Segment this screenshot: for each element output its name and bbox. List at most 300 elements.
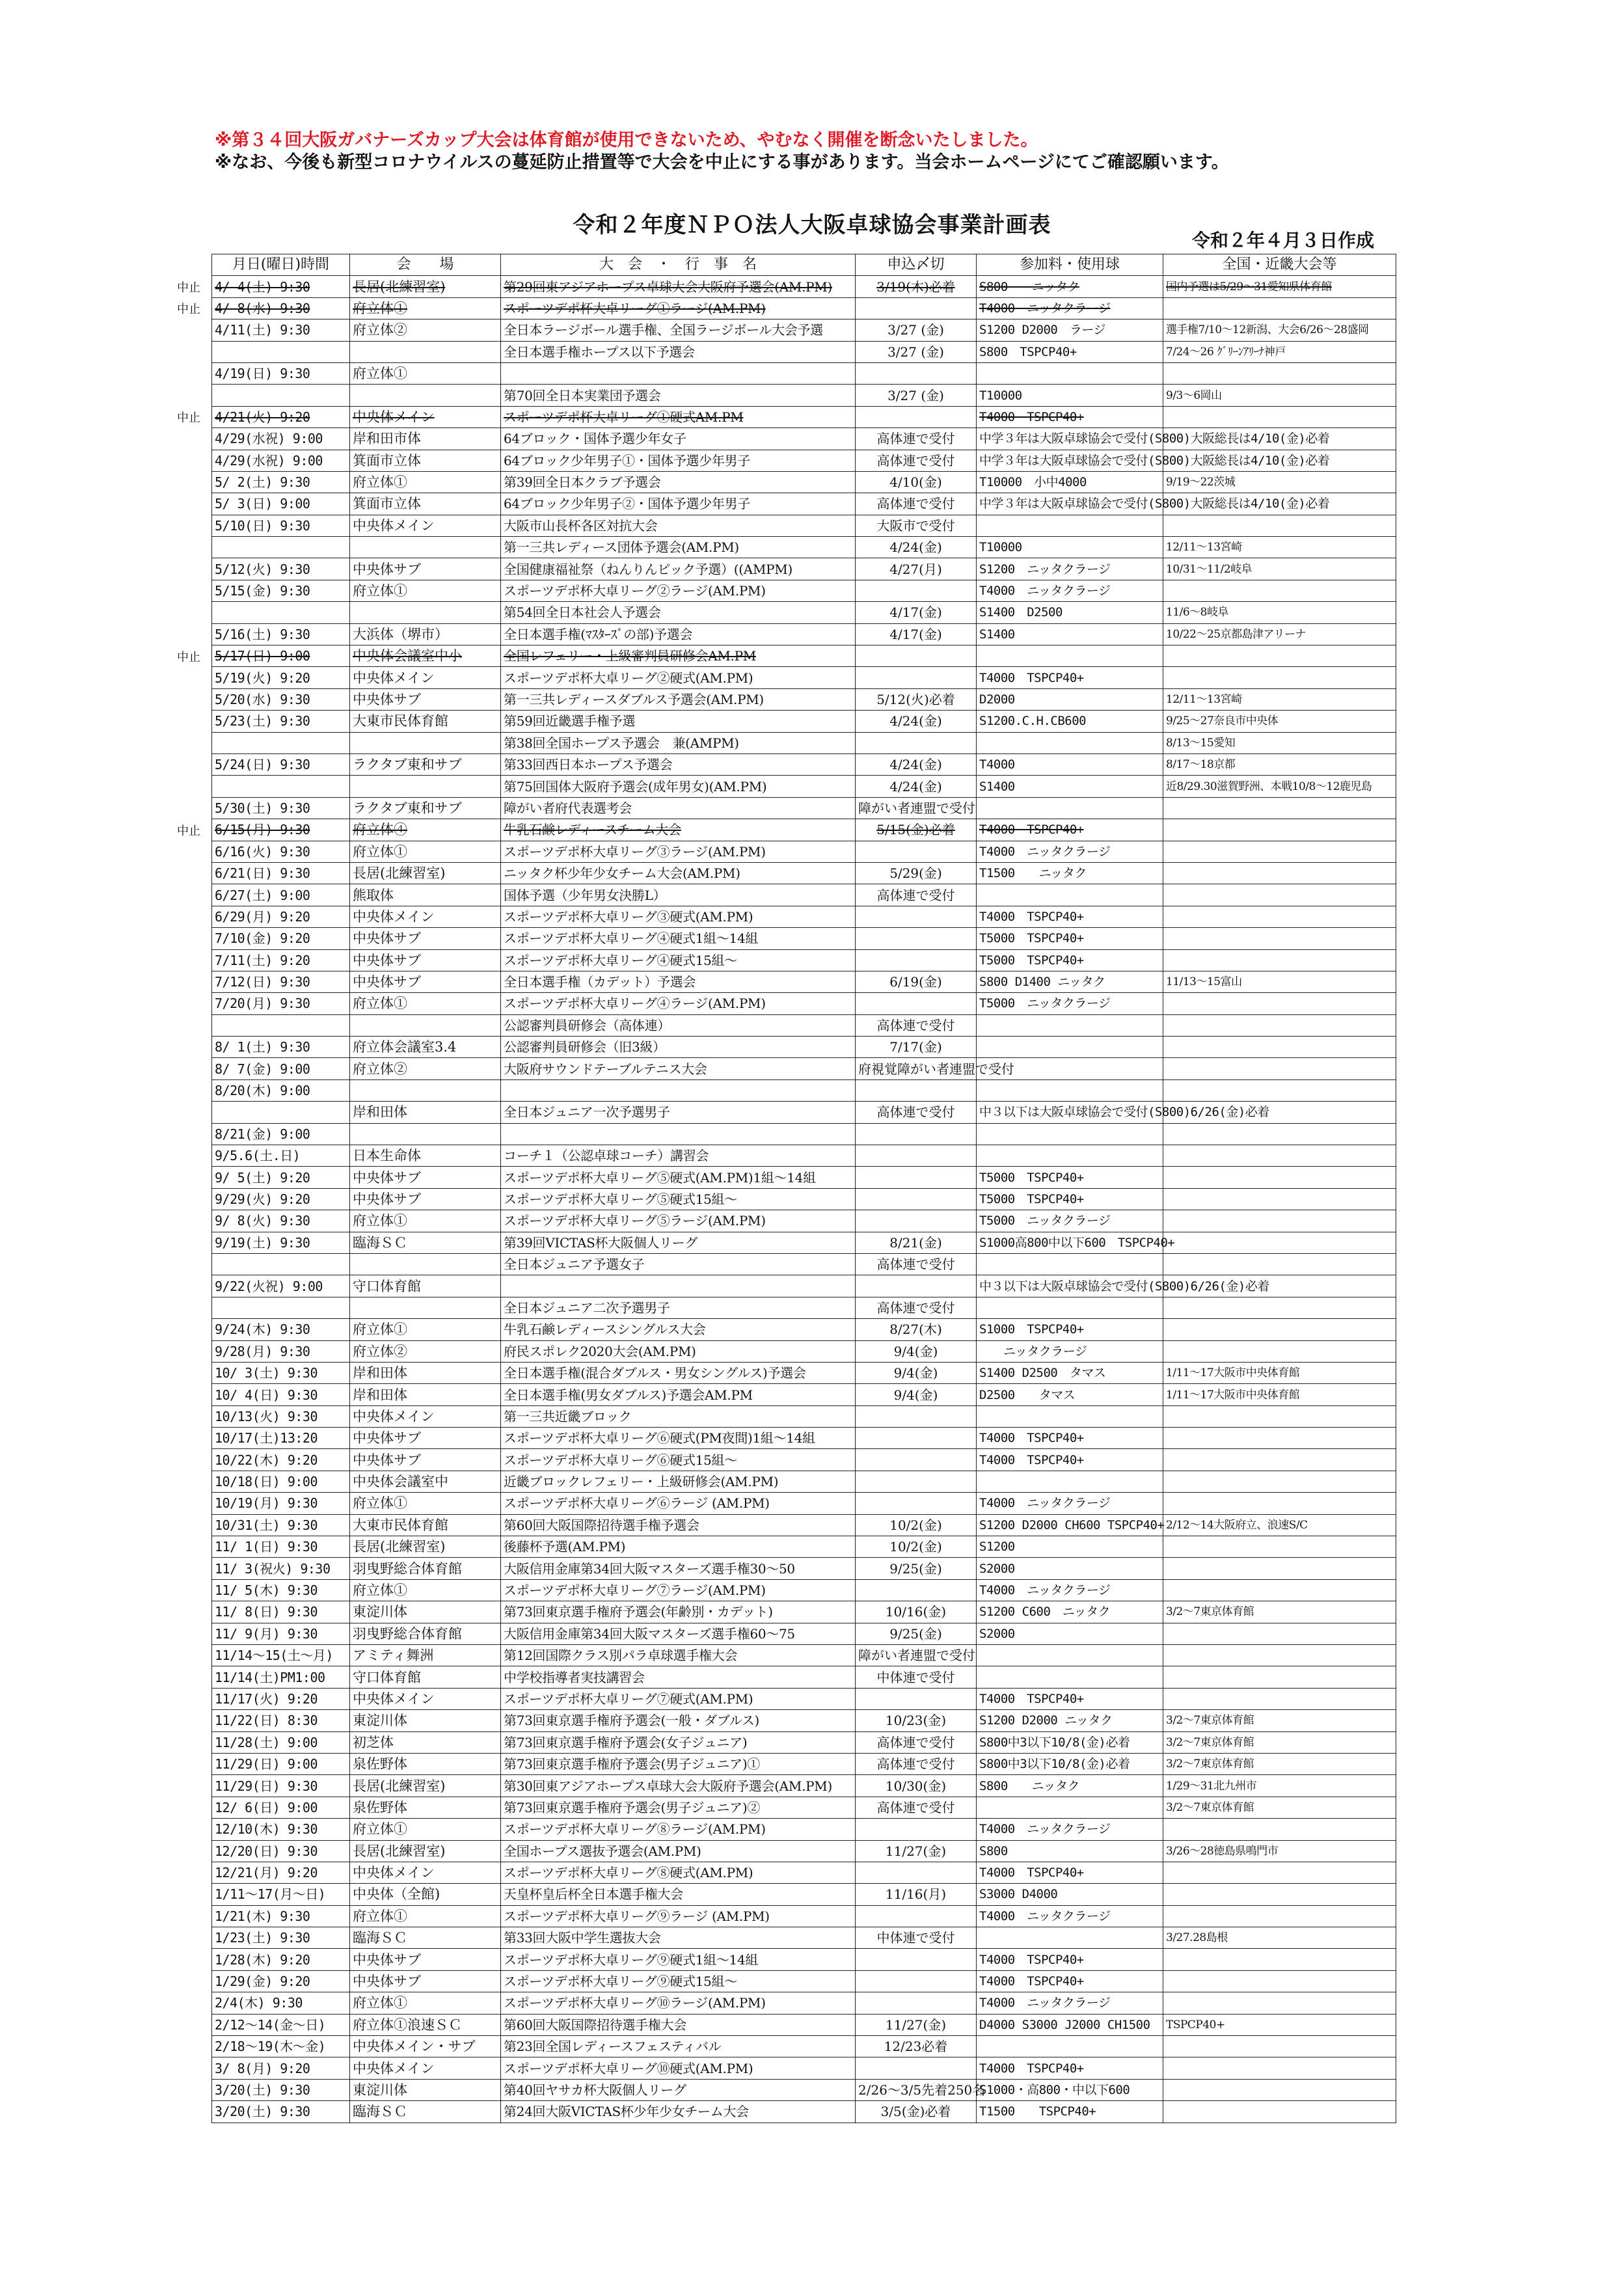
table-row (212, 1253, 1396, 1275)
cell-deadline: 4/17(金) (856, 602, 977, 623)
cell-event: スポーツデポ杯大卓リーグ④ラージ(AM.PM) (501, 993, 856, 1014)
cell-date: 7/10(金) 9:20 (212, 928, 350, 949)
cell-venue: 府立体① (350, 1819, 501, 1840)
cell-venue: 中央体サブ (350, 1949, 501, 1970)
cell-venue: 府立体①浪速ＳＣ (350, 2014, 501, 2035)
cell-national: 7/24～26 ｸﾞﾘｰﾝｱﾘｰﾅ神戸 (1163, 341, 1396, 362)
table-row (212, 1058, 1396, 1079)
cell-venue: 府立体② (350, 319, 501, 341)
cell-venue: 岸和田体 (350, 1102, 501, 1123)
cell-date: 9/22(火祝) 9:00 (212, 1275, 350, 1297)
cell-deadline (856, 732, 977, 753)
cell-deadline: 10/2(金) (856, 1536, 977, 1558)
cell-venue: ラクタブ東和サブ (350, 797, 501, 819)
cell-venue: 中央体メイン (350, 1405, 501, 1427)
cell-deadline: 高体連で受付 (856, 450, 977, 471)
cell-date: 10/22(木) 9:20 (212, 1449, 350, 1471)
cell-fee: T5000 ニッタクラージ (977, 993, 1163, 1014)
cell-fee: D4000 S3000 J2000 CH1500 (977, 2014, 1163, 2035)
table-row (212, 1297, 1396, 1318)
cell-event: 第60回大阪国際招待選手権予選会 (501, 1514, 856, 1536)
cell-deadline (856, 1579, 977, 1601)
table-row (212, 949, 1396, 971)
cell-national: 8/13～15愛知 (1163, 732, 1396, 753)
cell-deadline (856, 928, 977, 949)
cell-date: 11/ 8(日) 9:30 (212, 1601, 350, 1623)
cell-deadline (856, 1123, 977, 1145)
cell-venue: 中央体サブ (350, 971, 501, 992)
cell-venue: 東淀川体 (350, 1710, 501, 1731)
table-row (212, 1210, 1396, 1232)
cell-deadline (856, 2057, 977, 2079)
cell-fee: T10000 小中4000 (977, 471, 1163, 493)
cell-fee: S800 (977, 1840, 1163, 1862)
cell-date: 4/29(水祝) 9:00 (212, 450, 350, 471)
cell-national (1163, 1992, 1396, 2014)
cell-venue: 府立体② (350, 1340, 501, 1362)
cancel-mark: 中止 (177, 824, 200, 838)
cell-venue: 中央体サブ (350, 1188, 501, 1210)
cell-date: 6/15(月) 9:30 (212, 819, 350, 841)
cell-national (1163, 515, 1396, 536)
table-row (212, 276, 1396, 297)
cell-event: 障がい者府代表選考会 (501, 797, 856, 819)
cell-venue: 中央体サブ (350, 928, 501, 949)
table-row (212, 1688, 1396, 1709)
cell-fee: T4000 ニッタクラージ (977, 1579, 1163, 1601)
cell-fee (977, 1145, 1163, 1167)
table-row (212, 1558, 1396, 1579)
cell-date: 7/20(月) 9:30 (212, 993, 350, 1014)
cell-deadline: 高体連で受付 (856, 1731, 977, 1753)
cell-national (1163, 2079, 1396, 2100)
cell-venue: 府立体① (350, 841, 501, 862)
cell-fee: 中３以下は大阪卓球協会で受付(S800)6/26(金)必着 (977, 1102, 1163, 1123)
cell-date (212, 1253, 350, 1275)
cell-deadline (856, 1493, 977, 1514)
cell-fee (977, 1297, 1163, 1318)
cell-fee (977, 1253, 1163, 1275)
cell-venue: 中央体サブ (350, 558, 501, 580)
cell-deadline: 9/25(金) (856, 1623, 977, 1644)
cell-fee (977, 1666, 1163, 1688)
cell-event: 公認審判員研修会（旧3級） (501, 1037, 856, 1058)
table-row (212, 1123, 1396, 1145)
cell-event: 近畿ブロックレフェリー・上級研修会(AM.PM) (501, 1471, 856, 1492)
cell-venue: 臨海ＳＣ (350, 2101, 501, 2123)
cell-event: スポーツデポ杯大卓リーグ⑥硬式(PM夜間)1組～14組 (501, 1428, 856, 1449)
cell-venue (350, 1014, 501, 1036)
table-row (212, 732, 1396, 753)
cell-venue: 大浜体（堺市） (350, 623, 501, 645)
cell-event (501, 1275, 856, 1297)
cell-venue: 中央体メイン (350, 906, 501, 927)
cell-national (1163, 362, 1396, 384)
cell-deadline (856, 1862, 977, 1883)
cell-deadline: 9/4(金) (856, 1384, 977, 1405)
cell-deadline (856, 362, 977, 384)
table-row (212, 362, 1396, 384)
cell-venue (350, 1297, 501, 1318)
cell-national (1163, 1970, 1396, 1992)
cell-fee: 中３以下は大阪卓球協会で受付(S800)6/26(金)必着 (977, 1275, 1163, 1297)
cell-venue: 中央体メイン (350, 1862, 501, 1883)
cell-deadline: 3/19(木)必着 (856, 276, 977, 297)
table-row (212, 602, 1396, 623)
cell-deadline: 6/19(金) (856, 971, 977, 992)
cell-venue: 羽曳野総合体育館 (350, 1558, 501, 1579)
cell-event: 牛乳石鹸レディースシングルス大会 (501, 1319, 856, 1340)
cell-event: 全日本選手権（カデット）予選会 (501, 971, 856, 992)
cell-national (1163, 1297, 1396, 1318)
cell-venue: 中央体サブ (350, 1167, 501, 1188)
cell-deadline: 9/4(金) (856, 1340, 977, 1362)
cell-national (1163, 1037, 1396, 1058)
table-row (212, 1710, 1396, 1731)
cell-venue: 府立体① (350, 1905, 501, 1927)
table-header-row (212, 254, 1396, 276)
cell-national (1163, 1058, 1396, 1079)
cell-fee: S1400 D2500 タマス (977, 1362, 1163, 1383)
cell-fee (977, 2036, 1163, 2057)
cell-national (1163, 1471, 1396, 1492)
cell-deadline (856, 667, 977, 688)
table-row (212, 2101, 1396, 2123)
cell-venue: 府立体① (350, 993, 501, 1014)
cell-national: 3/2～7東京体育館 (1163, 1710, 1396, 1731)
table-row (212, 1471, 1396, 1492)
cell-national (1163, 1819, 1396, 1840)
cell-deadline: 10/2(金) (856, 1514, 977, 1536)
cell-fee (977, 797, 1163, 819)
cell-fee: T4000 TSPCP40+ (977, 1428, 1163, 1449)
cancel-mark: 中止 (177, 411, 200, 426)
cell-deadline: 7/17(金) (856, 1037, 977, 1058)
cell-date: 1/21(木) 9:30 (212, 1905, 350, 1927)
cell-date: 3/ 8(月) 9:20 (212, 2057, 350, 2079)
cell-date: 11/29(日) 9:00 (212, 1753, 350, 1774)
cell-fee: S800中3以下10/8(金)必着 (977, 1753, 1163, 1774)
cell-national: 11/13～15富山 (1163, 971, 1396, 992)
table-row (212, 623, 1396, 645)
cell-deadline: 4/27(月) (856, 558, 977, 580)
cell-fee: S1400 D2500 (977, 602, 1163, 623)
cell-date: 4/21(火) 9:20 (212, 406, 350, 428)
cell-deadline: 8/21(金) (856, 1232, 977, 1253)
cell-date (212, 537, 350, 558)
cell-date: 6/16(火) 9:30 (212, 841, 350, 862)
cell-deadline: 4/24(金) (856, 711, 977, 732)
cell-deadline: 4/17(金) (856, 623, 977, 645)
cell-national (1163, 297, 1396, 319)
cell-event: スポーツデポ杯大卓リーグ⑧ラージ(AM.PM) (501, 1819, 856, 1840)
cell-event: スポーツデポ杯大卓リーグ⑩ラージ(AM.PM) (501, 1992, 856, 2014)
table-row (212, 1405, 1396, 1427)
cell-fee: T4000 ニッタクラージ (977, 297, 1163, 319)
cell-date: 12/ 6(日) 9:00 (212, 1797, 350, 1818)
cell-deadline: 5/29(金) (856, 862, 977, 884)
cell-date: 12/21(月) 9:20 (212, 1862, 350, 1883)
cell-fee: 中学３年は大阪卓球協会で受付(S800)大阪総長は4/10(金)必着 (977, 493, 1163, 515)
cell-event: スポーツデポ杯大卓リーグ⑥硬式15組～ (501, 1449, 856, 1471)
cell-date: 10/31(土) 9:30 (212, 1514, 350, 1536)
cell-fee: S1000・高800・中以下600 (977, 2079, 1163, 2100)
cell-event: 第33回西日本ホープス予選会 (501, 753, 856, 775)
cell-national: 1/29～31北九州市 (1163, 1775, 1396, 1797)
cell-national (1163, 1428, 1396, 1449)
cell-venue (350, 537, 501, 558)
cell-event: 大阪信用金庫第34回大阪マスターズ選手権30～50 (501, 1558, 856, 1579)
cell-event: スポーツデポ杯大卓リーグ③ラージ(AM.PM) (501, 841, 856, 862)
table-row (212, 1188, 1396, 1210)
cell-fee: T4000 ニッタクラージ (977, 841, 1163, 862)
table-row (212, 645, 1396, 667)
cell-fee: 中学３年は大阪卓球協会で受付(S800)大阪総長は4/10(金)必着 (977, 450, 1163, 471)
cell-fee: T4000 TSPCP40+ (977, 819, 1163, 841)
cell-event: 大阪市山長杯各区対抗大会 (501, 515, 856, 536)
cell-national (1163, 906, 1396, 927)
cell-national (1163, 1014, 1396, 1036)
cell-national: 12/11～13宮崎 (1163, 688, 1396, 710)
cell-fee: T4000 TSPCP40+ (977, 406, 1163, 428)
cell-deadline (856, 406, 977, 428)
cell-national: 3/26～28徳島県鳴門市 (1163, 1840, 1396, 1862)
cell-fee: T4000 ニッタクラージ (977, 1905, 1163, 1927)
cell-deadline (856, 949, 977, 971)
cell-venue: 中央体メイン (350, 515, 501, 536)
cell-venue: 箕面市立体 (350, 450, 501, 471)
cell-deadline: 4/10(金) (856, 471, 977, 493)
cell-national: 9/25～27奈良市中央体 (1163, 711, 1396, 732)
cell-date: 8/ 1(土) 9:30 (212, 1037, 350, 1058)
cell-national: 8/17～18京都 (1163, 753, 1396, 775)
cell-deadline: 9/25(金) (856, 1558, 977, 1579)
cell-venue: 岸和田市体 (350, 428, 501, 450)
cell-date: 9/5.6(土.日) (212, 1145, 350, 1167)
cell-deadline: 4/24(金) (856, 776, 977, 797)
cell-fee: S800 D1400 ニッタク (977, 971, 1163, 992)
cell-deadline (856, 841, 977, 862)
cell-venue: 中央体会議室中小 (350, 645, 501, 667)
cell-national (1163, 1579, 1396, 1601)
cell-date: 11/29(日) 9:30 (212, 1775, 350, 1797)
table-row (212, 319, 1396, 341)
table-row (212, 1428, 1396, 1449)
cell-date: 9/29(火) 9:20 (212, 1188, 350, 1210)
cell-date: 5/12(火) 9:30 (212, 558, 350, 580)
header-event: 大 会 ・ 行 事 名 (501, 254, 856, 276)
cell-event: 第一三共レディースダブルス予選会(AM.PM) (501, 688, 856, 710)
cell-fee: T10000 (977, 385, 1163, 406)
table-row (212, 471, 1396, 493)
cell-national (1163, 2036, 1396, 2057)
cell-national (1163, 1949, 1396, 1970)
cell-date: 5/17(日) 9:00 (212, 645, 350, 667)
cell-venue: 府立体① (350, 297, 501, 319)
cell-date (212, 1102, 350, 1123)
cell-event: スポーツデポ杯大卓リーグ⑤ラージ(AM.PM) (501, 1210, 856, 1232)
table-row (212, 2036, 1396, 2057)
cell-deadline: 3/27 (金) (856, 385, 977, 406)
cell-venue: 中央体メイン (350, 406, 501, 428)
cell-national: 10/22～25京都島津アリーナ (1163, 623, 1396, 645)
cell-fee: S1000高800中以下600 TSPCP40+ (977, 1232, 1163, 1253)
cell-national: 9/19～22茨城 (1163, 471, 1396, 493)
cell-deadline (856, 1688, 977, 1709)
cell-deadline: 2/26～3/5先着250名 (856, 2079, 977, 2100)
cell-fee: T5000 TSPCP40+ (977, 928, 1163, 949)
header-fee: 参加料・使用球 (977, 254, 1163, 276)
cell-event: 後藤杯予選(AM.PM) (501, 1536, 856, 1558)
cell-fee: ニッタクラージ (977, 1340, 1163, 1362)
cell-date: 11/14(土)PM1:00 (212, 1666, 350, 1688)
cell-date: 5/ 3(日) 9:00 (212, 493, 350, 515)
cell-fee: T5000 TSPCP40+ (977, 949, 1163, 971)
cell-event: 64ブロック少年男子①・国体予選少年男子 (501, 450, 856, 471)
cell-date (212, 732, 350, 753)
cell-date (212, 1014, 350, 1036)
cell-event (501, 1123, 856, 1145)
cell-event: 府民スポレク2020大会(AM.PM) (501, 1340, 856, 1362)
cell-event: 第23回全国レディースフェスティバル (501, 2036, 856, 2057)
cell-national: 3/27.28島根 (1163, 1927, 1396, 1949)
cell-fee: T4000 ニッタクラージ (977, 1493, 1163, 1514)
cancel-mark: 中止 (177, 303, 200, 317)
cell-event: スポーツデポ杯大卓リーグ⑥ラージ (AM.PM) (501, 1493, 856, 1514)
cell-date: 9/ 5(土) 9:20 (212, 1167, 350, 1188)
cell-event: スポーツデポ杯大卓リーグ①硬式AM.PM (501, 406, 856, 428)
table-row (212, 971, 1396, 992)
cell-venue (350, 1253, 501, 1275)
cell-deadline: 障がい者連盟で受付 (856, 1645, 977, 1666)
cell-fee: S3000 D4000 (977, 1884, 1163, 1905)
cell-event (501, 1079, 856, 1101)
cell-deadline: 4/24(金) (856, 753, 977, 775)
cell-date: 10/19(月) 9:30 (212, 1493, 350, 1514)
cell-date: 10/13(火) 9:30 (212, 1405, 350, 1427)
table-row (212, 2079, 1396, 2100)
cell-deadline: 4/24(金) (856, 537, 977, 558)
cell-event: 全日本選手権ホープス以下予選会 (501, 341, 856, 362)
cell-deadline: 高体連で受付 (856, 1297, 977, 1318)
cell-venue (350, 385, 501, 406)
cell-date: 8/ 7(金) 9:00 (212, 1058, 350, 1079)
cell-national (1163, 797, 1396, 819)
cell-fee (977, 1123, 1163, 1145)
table-row (212, 1645, 1396, 1666)
cell-date: 1/23(土) 9:30 (212, 1927, 350, 1949)
cell-event: 第73回東京選手権府予選会(男子ジュニア)② (501, 1797, 856, 1818)
cell-deadline (856, 1405, 977, 1427)
cell-fee: S800 TSPCP40+ (977, 341, 1163, 362)
cell-deadline: 高体連で受付 (856, 1253, 977, 1275)
cell-national (1163, 1167, 1396, 1188)
cell-event: スポーツデポ杯大卓リーグ⑤硬式15組～ (501, 1188, 856, 1210)
cell-national (1163, 884, 1396, 906)
table-row (212, 1905, 1396, 1927)
cell-national: 1/11～17大阪市中央体育館 (1163, 1384, 1396, 1405)
cell-national (1163, 1232, 1396, 1253)
cell-national (1163, 2101, 1396, 2123)
cell-fee: S2000 (977, 1558, 1163, 1579)
table-row (212, 1797, 1396, 1818)
table-row (212, 1753, 1396, 1774)
cell-deadline: 障がい者連盟で受付 (856, 797, 977, 819)
cell-event: 全日本選手権(ﾏｽﾀｰｽﾞの部)予選会 (501, 623, 856, 645)
cell-date: 11/22(日) 8:30 (212, 1710, 350, 1731)
cell-venue: 府立体① (350, 362, 501, 384)
header-date: 月日(曜日)時間 (212, 254, 350, 276)
cell-national: 2/12～14大阪府立、浪速S/C (1163, 1514, 1396, 1536)
cell-national: 3/2～7東京体育館 (1163, 1797, 1396, 1818)
cell-deadline: 高体連で受付 (856, 884, 977, 906)
cell-venue: 府立体② (350, 1058, 501, 1079)
cell-fee: T1500 TSPCP40+ (977, 2101, 1163, 2123)
table-row (212, 1666, 1396, 1688)
cell-fee: S1200 D2000 ラージ (977, 319, 1163, 341)
cell-venue: 中央体会議室中 (350, 1471, 501, 1492)
table-row (212, 2057, 1396, 2079)
cell-date (212, 341, 350, 362)
cell-date: 7/11(土) 9:20 (212, 949, 350, 971)
cell-event: スポーツデポ杯大卓リーグ⑨硬式15組～ (501, 1970, 856, 1992)
cell-fee: T4000 TSPCP40+ (977, 2057, 1163, 2079)
cell-deadline (856, 1188, 977, 1210)
cell-event: 第39回全日本クラブ予選会 (501, 471, 856, 493)
cell-event: 第54回全日本社会人予選会 (501, 602, 856, 623)
cell-date: 4/19(日) 9:30 (212, 362, 350, 384)
cell-fee: S1400 (977, 623, 1163, 645)
cell-date: 9/ 8(火) 9:30 (212, 1210, 350, 1232)
table-row (212, 928, 1396, 949)
cell-venue (350, 1079, 501, 1101)
cell-national (1163, 1493, 1396, 1514)
cell-event: スポーツデポ杯大卓リーグ⑩硬式(AM.PM) (501, 2057, 856, 2079)
cell-venue: 東淀川体 (350, 2079, 501, 2100)
cell-event: 公認審判員研修会（高体連） (501, 1014, 856, 1036)
cell-national (1163, 862, 1396, 884)
cell-date: 11/ 3(祝火) 9:30 (212, 1558, 350, 1579)
table-row (212, 1623, 1396, 1644)
cell-deadline: 3/27 (金) (856, 341, 977, 362)
cell-venue: 岸和田体 (350, 1362, 501, 1383)
created-date: 令和２年４月３日作成 (1192, 230, 1375, 251)
cell-event: 全日本選手権(男女ダブルス)予選会AM.PM (501, 1384, 856, 1405)
cell-venue (350, 602, 501, 623)
table-row (212, 884, 1396, 906)
cell-event: ニッタク杯少年少女チーム大会(AM.PM) (501, 862, 856, 884)
table-row (212, 1970, 1396, 1992)
cell-fee (977, 1079, 1163, 1101)
table-row (212, 819, 1396, 841)
cell-venue: 長居(北練習室) (350, 1536, 501, 1558)
cell-fee (977, 884, 1163, 906)
cell-event: 第60回大阪国際招待選手権大会 (501, 2014, 856, 2035)
cell-fee (977, 645, 1163, 667)
cell-event: 全日本ジュニア一次予選男子 (501, 1102, 856, 1123)
cell-fee (977, 1014, 1163, 1036)
cell-deadline: 中体連で受付 (856, 1927, 977, 1949)
cell-event: 第73回東京選手権府予選会(男子ジュニア)① (501, 1753, 856, 1774)
cell-date: 5/23(土) 9:30 (212, 711, 350, 732)
cell-date: 3/20(土) 9:30 (212, 2101, 350, 2123)
cell-fee: S800 ニッタク (977, 1775, 1163, 1797)
cell-event: 第一三共レディース団体予選会(AM.PM) (501, 537, 856, 558)
cell-national (1163, 1079, 1396, 1101)
cell-event: 第75回国体大阪府予選会(成年男女)(AM.PM) (501, 776, 856, 797)
table-row (212, 1493, 1396, 1514)
cell-deadline: 5/12(火)必着 (856, 688, 977, 710)
